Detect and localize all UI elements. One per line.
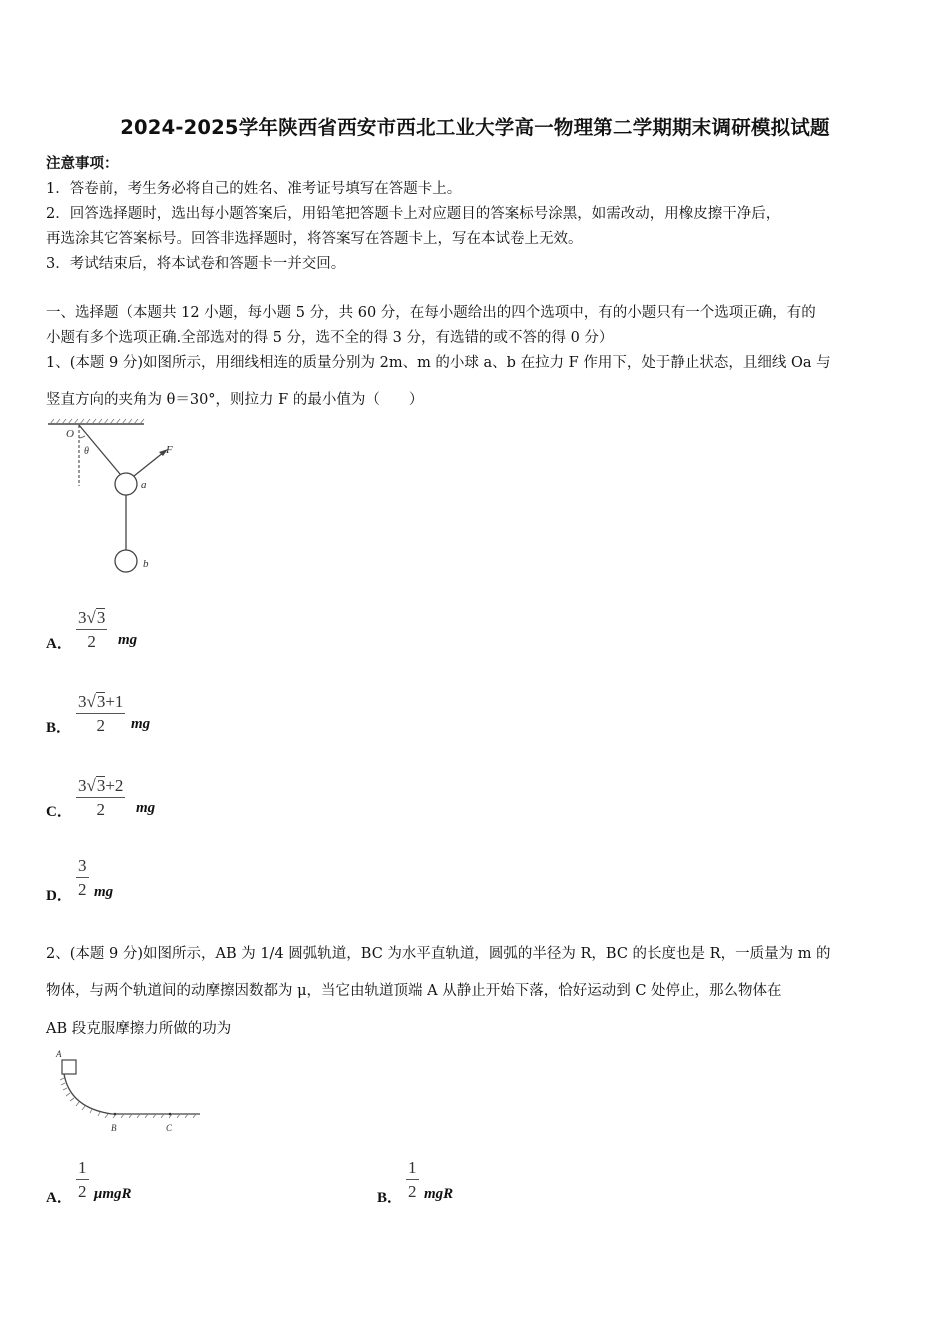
label-F: F <box>166 444 173 456</box>
notes-heading: 注意事项： <box>46 155 119 172</box>
q2-option-b-unit: mgR <box>424 1186 454 1202</box>
notes-item-3: 3．考试结束后，将本试卷和答题卡一并交回。 <box>46 256 346 272</box>
label-theta: θ <box>84 446 89 457</box>
q1-option-a-letter: A． <box>46 636 72 652</box>
q2-option-b-fraction: 1 2 <box>408 1158 417 1201</box>
q2-stem-line-2: 物体，与两个轨道间的动摩擦因数都为 μ，当它由轨道顶端 A 从静止开始下落，恰好运动到 C 处停止，那么物体在 <box>46 983 782 999</box>
label-A: A <box>56 1049 62 1059</box>
q2-option-a-unit: μmgR <box>94 1186 132 1202</box>
q1-option-c-unit: mg <box>136 800 156 816</box>
q1-option-b-fraction: 3√3+1 2 <box>78 692 124 735</box>
q2-option-a-fraction: 1 2 <box>78 1158 87 1201</box>
q2-stem-line-3: AB 段克服摩擦力所做的功为 <box>46 1021 232 1037</box>
q1-option-b-letter: B． <box>46 720 72 736</box>
label-O: O <box>66 428 74 440</box>
notes-item-2: 2．回答选择题时，选出每小题答案后，用铅笔把答题卡上对应题目的答案标号涂黑，如需改动，用橡皮擦干净后， <box>46 206 781 222</box>
q2-stem-line-1: 2、(本题 9 分)如图所示，AB 为 1/4 圆弧轨道，BC 为水平直轨道，圆弧的半径为 R，BC 的长度也是 R，一质量为 m 的 <box>46 946 831 962</box>
q1-stem-line-2: 竖直方向的夹角为 θ＝30°，则拉力 F 的最小值为（ ） <box>46 392 424 408</box>
notes-item-2-cont: 再选涂其它答案标号。回答非选择题时，将答案写在答题卡上，写在本试卷上无效。 <box>46 231 583 247</box>
label-a: a <box>141 479 147 491</box>
q2-figure <box>50 1046 210 1136</box>
q1-figure <box>44 418 184 580</box>
q1-stem-line-1: 1、(本题 9 分)如图所示，用细线相连的质量分别为 2m、m 的小球 a、b 在拉力 F 作用下，处于静止状态，且细线 Oa 与 <box>46 355 831 371</box>
q1-option-c-fraction: 3√3+2 2 <box>78 776 124 819</box>
q1-option-b-unit: mg <box>131 716 151 732</box>
q1-option-c-letter: C． <box>46 804 72 820</box>
q1-option-d-unit: mg <box>94 884 114 900</box>
label-B: B <box>111 1123 117 1133</box>
section-header-line-2: 小题有多个选项正确.全部选对的得 5 分，选不全的得 3 分，有选错的或不答的得 0 分） <box>46 330 614 346</box>
section-header-line-1: 一、选择题（本题共 12 小题，每小题 5 分，共 60 分，在每小题给出的四个选项中，有的小题只有一个选项正确，有的 <box>46 305 816 321</box>
page-title: 2024-2025学年陕西省西安市西北工业大学高一物理第二学期期末调研模拟试题 <box>120 116 830 139</box>
q1-option-d-letter: D． <box>46 888 72 904</box>
label-b: b <box>143 558 149 570</box>
q1-option-a-fraction: 3√3 2 <box>78 608 106 651</box>
q1-option-a-unit: mg <box>118 632 138 648</box>
q2-option-b-letter: B． <box>377 1190 403 1206</box>
q1-option-d-fraction: 3 2 <box>78 856 87 899</box>
notes-item-1: 1．答卷前，考生务必将自己的姓名、准考证号填写在答题卡上。 <box>46 181 462 197</box>
label-C: C <box>166 1123 173 1133</box>
q2-option-a-letter: A． <box>46 1190 72 1206</box>
